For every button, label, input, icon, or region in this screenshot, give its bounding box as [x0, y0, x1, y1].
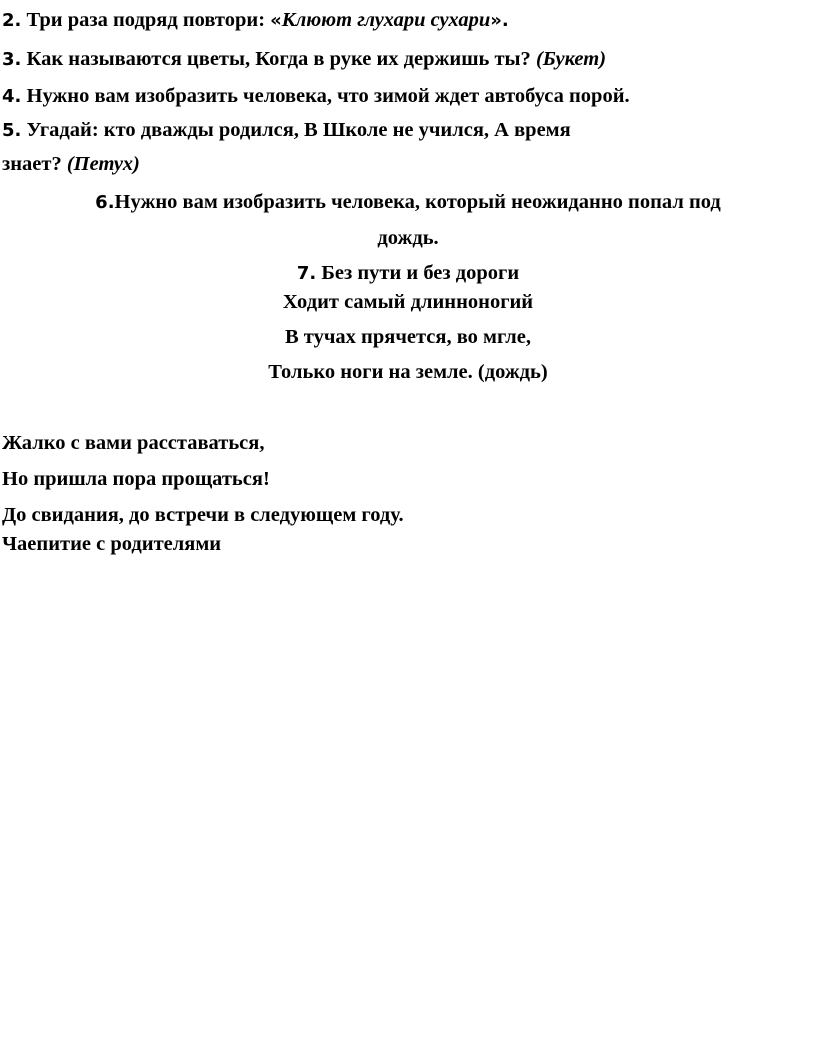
item-text: Нужно вам изобразить человека, который неожиданно попал под	[114, 191, 721, 213]
item-5-continued	[2, 152, 140, 176]
item-number: 7.	[296, 263, 317, 284]
poem-line-2: В тучах прячется, во мгле,	[284, 326, 532, 348]
item-5	[2, 118, 571, 143]
closing-line-1: Жалко с вами расставаться,	[2, 432, 265, 454]
item-number: 5.	[2, 120, 22, 141]
item-3	[2, 47, 606, 72]
closing-line-2: Но пришла пора прощаться!	[2, 468, 270, 490]
quote-open: «	[270, 10, 282, 31]
closing-line-3: До свидания, до встречи в следующем году.	[2, 504, 404, 526]
quote-close: ».	[490, 10, 509, 31]
item-4	[2, 84, 630, 109]
item-italic: (Петух)	[66, 153, 140, 175]
item-text: знает?	[2, 153, 67, 175]
item-7	[0, 261, 816, 286]
item-text: Угадай: кто дважды родился, В Школе не учился, А время	[21, 119, 571, 141]
item-number: 4.	[2, 86, 22, 107]
item-text: Без пути и без дороги	[316, 262, 520, 284]
item-text: Три раза подряд повтори:	[21, 9, 271, 31]
item-italic: (Букет)	[535, 48, 607, 70]
item-number: 2.	[2, 10, 22, 31]
poem-line-1: Ходит самый длинноногий	[282, 291, 534, 313]
item-number: 3.	[2, 49, 22, 70]
item-2	[2, 8, 509, 33]
closing-line-4: Чаепитие с родителями	[2, 533, 222, 555]
item-text: дождь.	[377, 227, 439, 249]
item-number: 6.	[95, 192, 115, 213]
item-text: Нужно вам изобразить человека, что зимой ждет автобуса порой.	[21, 85, 630, 107]
poem-line-3: Только ноги на земле. (дождь)	[268, 361, 548, 383]
item-6	[0, 190, 816, 215]
item-italic: Клюют глухари сухари	[281, 9, 491, 31]
item-6-continued	[0, 226, 816, 250]
item-text: Как называются цветы, Когда в руке их держишь ты?	[21, 48, 536, 70]
